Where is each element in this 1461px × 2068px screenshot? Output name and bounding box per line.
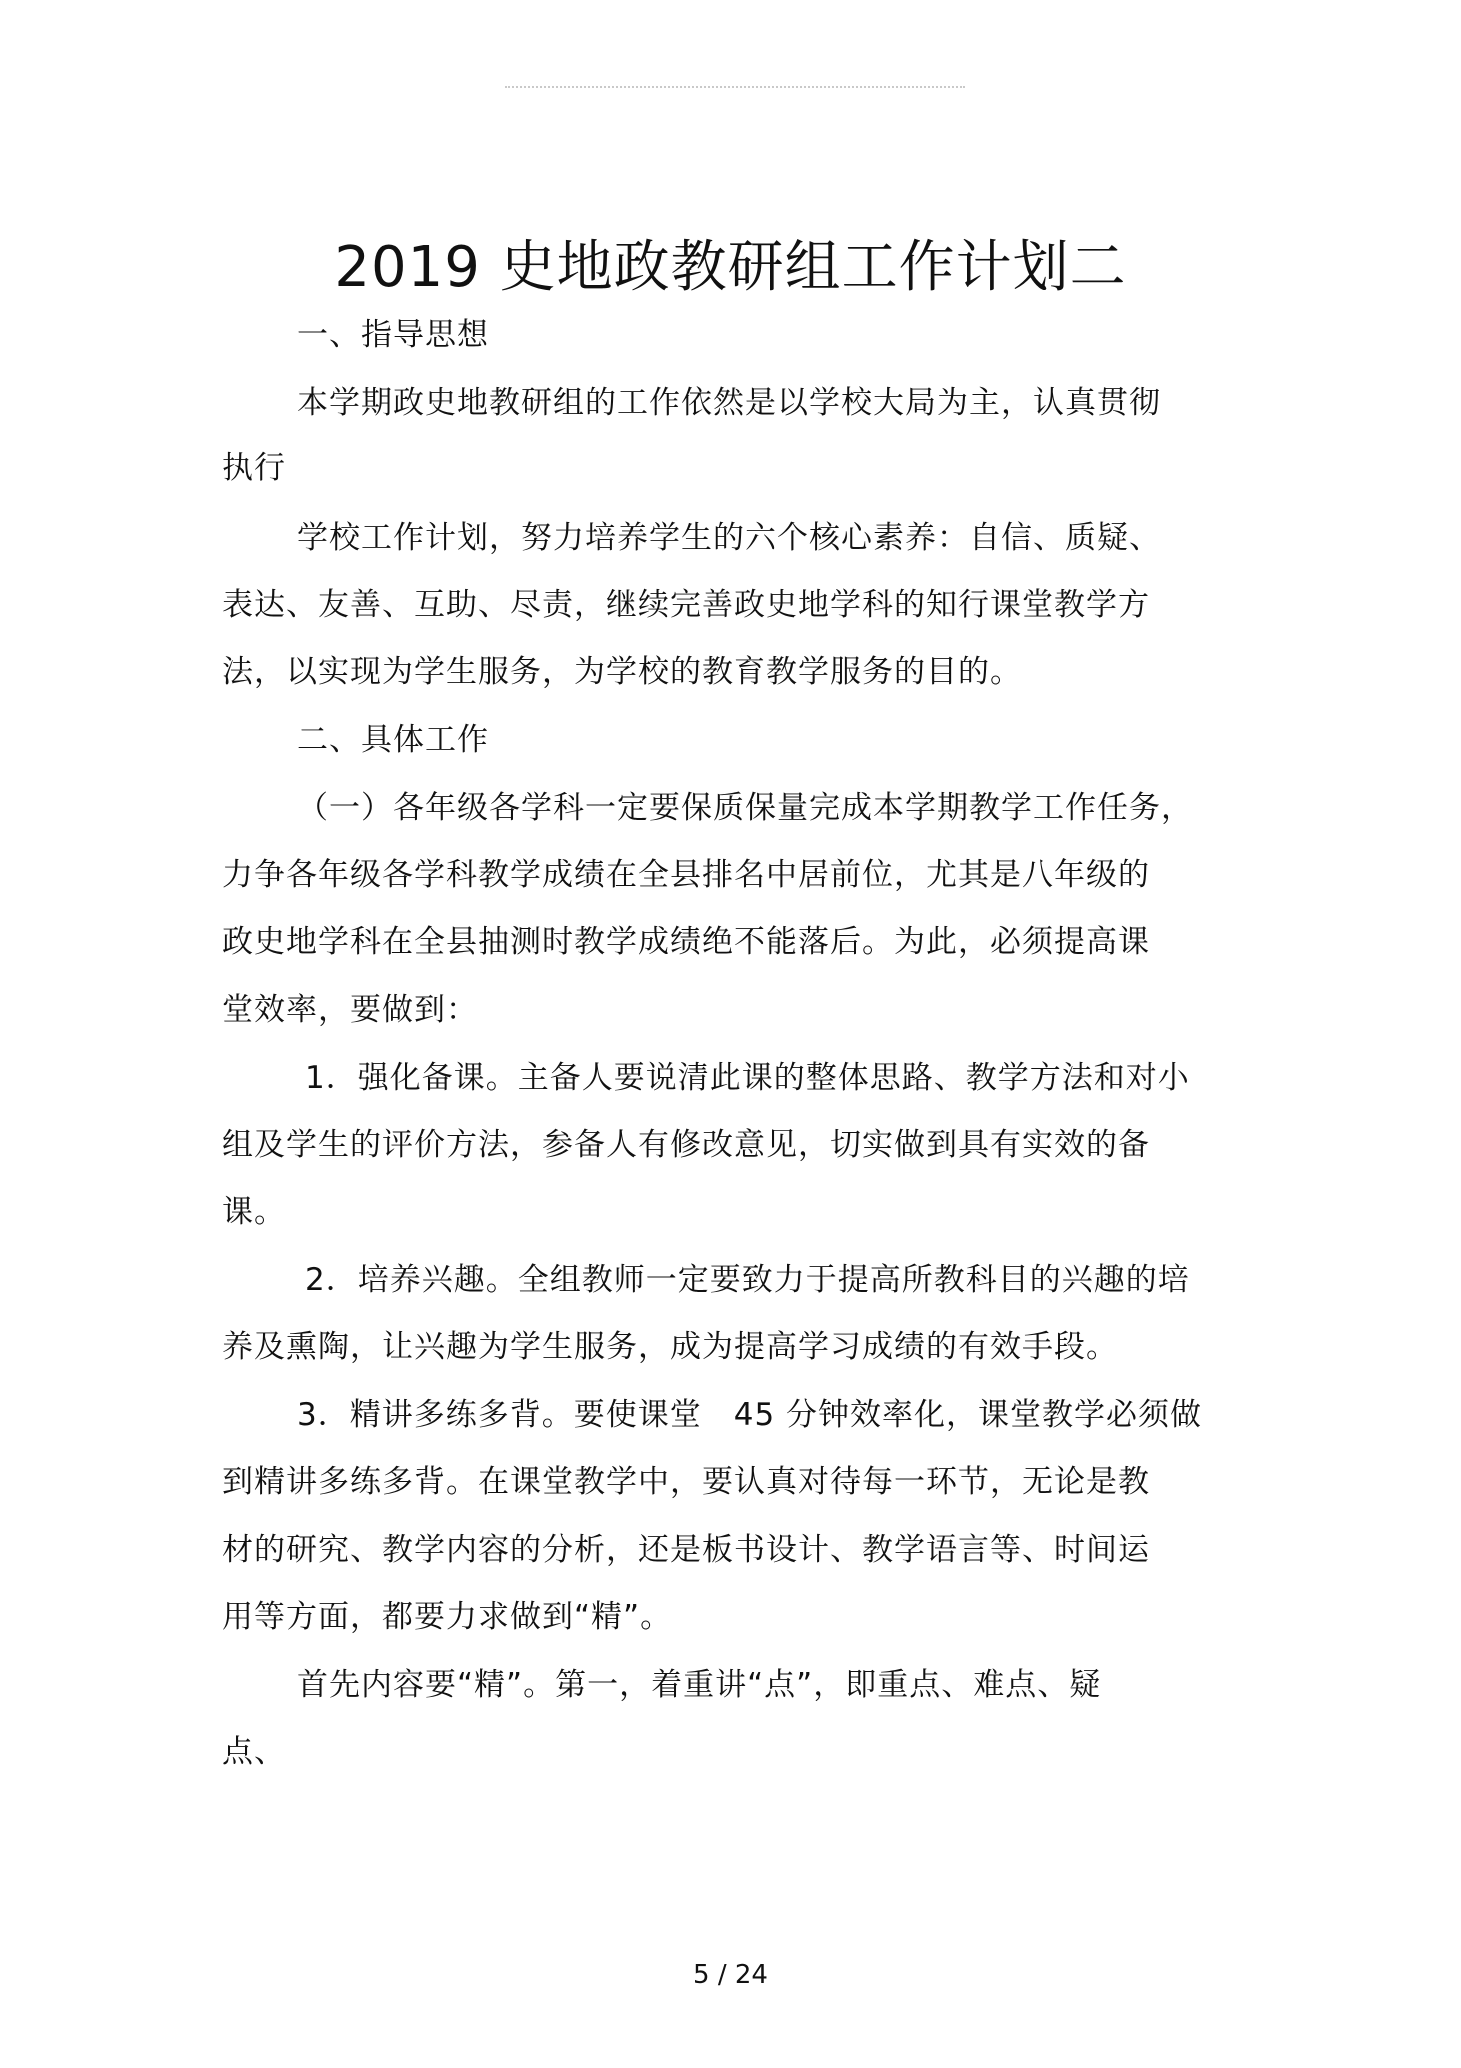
text-line: 2．培养兴趣。全组教师一定要致力于提高所教科目的兴趣的培 xyxy=(305,1262,1190,1298)
text-line: 力争各年级各学科教学成绩在全县排名中居前位，尤其是八年级的 xyxy=(222,857,1150,893)
text-line: 本学期政史地教研组的工作依然是以学校大局为主，认真贯彻 xyxy=(297,385,1161,421)
text-line: 表达、友善、互助、尽责，继续完善政史地学科的知行课堂教学方 xyxy=(222,587,1150,623)
text-line: 课。 xyxy=(222,1194,286,1230)
text-line: 3．精讲多练多背。要使课堂 45 分钟效率化，课堂教学必须做 xyxy=(297,1397,1203,1433)
page-number: 5 / 24 xyxy=(693,1960,768,1990)
text-line: 二、具体工作 xyxy=(297,722,489,758)
header-rule xyxy=(505,86,965,88)
text-line: 一、指导思想 xyxy=(297,317,489,353)
text-line: 养及熏陶，让兴趣为学生服务，成为提高学习成绩的有效手段。 xyxy=(222,1329,1118,1365)
text-line: 政史地学科在全县抽测时教学成绩绝不能落后。为此，必须提高课 xyxy=(222,924,1150,960)
text-line: 用等方面，都要力求做到“精”。 xyxy=(222,1599,673,1635)
text-line: 1．强化备课。主备人要说清此课的整体思路、教学方法和对小 xyxy=(305,1060,1190,1096)
text-line: 材的研究、教学内容的分析，还是板书设计、教学语言等、时间运 xyxy=(222,1532,1150,1568)
text-line: 执行 xyxy=(222,450,286,486)
text-line: 到精讲多练多背。在课堂教学中，要认真对待每一环节，无论是教 xyxy=(222,1464,1150,1500)
text-line: 学校工作计划，努力培养学生的六个核心素养：自信、质疑、 xyxy=(297,520,1161,556)
text-line: 点、 xyxy=(222,1734,286,1770)
text-line: 首先内容要“精”。第一，着重讲“点”，即重点、难点、疑 xyxy=(297,1667,1102,1703)
text-line: （一）各年级各学科一定要保质保量完成本学期教学工作任务， xyxy=(297,790,1193,826)
text-line: 法，以实现为学生服务，为学校的教育教学服务的目的。 xyxy=(222,654,1022,690)
document-title: 2019 史地政教研组工作计划二 xyxy=(334,234,1127,300)
text-line: 堂效率，要做到： xyxy=(222,992,478,1028)
text-line: 组及学生的评价方法，参备人有修改意见，切实做到具有实效的备 xyxy=(222,1127,1150,1163)
